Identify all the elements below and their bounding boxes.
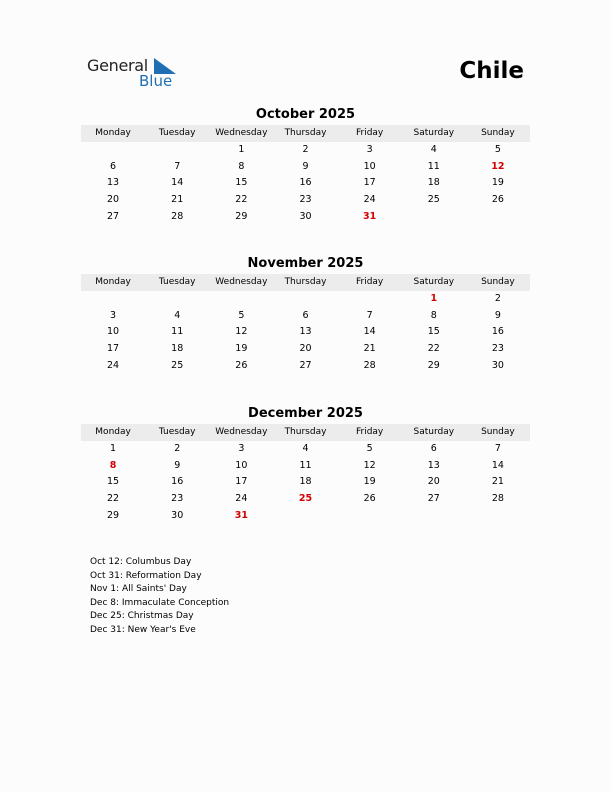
weekday-label: Wednesday — [215, 427, 268, 437]
day-cell: 11 — [171, 326, 184, 338]
weekday-label: Wednesday — [215, 128, 268, 138]
day-cell: 27 — [107, 210, 120, 222]
day-cell — [338, 291, 402, 308]
day-cell: 5 — [366, 443, 373, 454]
weekday-label: Monday — [95, 128, 131, 138]
weekday-label: Friday — [355, 128, 384, 138]
day-cell: 28 — [171, 210, 184, 222]
holiday-list — [90, 556, 229, 637]
day-cell: 2 — [302, 144, 309, 155]
weekday-label: Sunday — [481, 427, 515, 437]
day-cell: 4 — [430, 144, 437, 155]
week-row — [81, 458, 530, 475]
day-cell: 12 — [363, 459, 376, 471]
holiday-item: Oct 12: Columbus Day — [90, 557, 192, 567]
weekday-label: Tuesday — [158, 277, 196, 287]
weekday-header — [81, 424, 530, 441]
week-row — [81, 175, 530, 192]
day-cell: 14 — [363, 326, 376, 338]
weekday-label: Monday — [95, 277, 131, 287]
weekday-label: Wednesday — [215, 277, 268, 287]
day-cell: 6 — [430, 443, 437, 454]
day-cell: 9 — [302, 160, 309, 172]
day-cell: 24 — [235, 493, 248, 505]
holiday-item: Dec 31: New Year's Eve — [90, 624, 196, 635]
week-row — [81, 491, 530, 508]
day-cell: 17 — [107, 343, 120, 355]
day-cell — [466, 508, 530, 525]
day-cell: 20 — [427, 476, 440, 488]
day-cell: 26 — [235, 359, 248, 371]
weekday-header — [81, 125, 530, 142]
day-cell: 22 — [427, 343, 440, 355]
day-cell: 29 — [107, 509, 120, 521]
week-row — [81, 341, 530, 358]
weekday-label: Thursday — [284, 128, 327, 138]
day-cell: 25 — [298, 493, 313, 505]
day-cell: 27 — [299, 359, 312, 371]
weekday-label: Thursday — [284, 427, 327, 437]
day-cell: 16 — [171, 476, 184, 488]
week-row — [81, 441, 530, 458]
day-cell: 10 — [235, 459, 248, 471]
day-cell: 9 — [494, 309, 501, 321]
day-cell: 2 — [494, 293, 501, 304]
weekday-label: Monday — [95, 427, 131, 437]
day-cell — [145, 142, 209, 159]
month-december — [81, 405, 530, 524]
holiday-item: Dec 8: Immaculate Conception — [90, 597, 230, 608]
month-title: November 2025 — [247, 256, 364, 271]
holiday-item: Dec 25: Christmas Day — [90, 611, 194, 621]
day-cell: 26 — [363, 493, 376, 505]
holiday-item: Nov 1: All Saints' Day — [90, 584, 187, 594]
weekday-label: Sunday — [481, 128, 515, 138]
day-cell: 21 — [491, 476, 504, 488]
day-cell: 6 — [302, 309, 309, 321]
day-cell: 30 — [491, 359, 504, 371]
weekday-header — [81, 274, 530, 291]
day-cell: 7 — [494, 443, 501, 454]
day-cell: 23 — [299, 194, 312, 206]
day-cell: 14 — [171, 177, 184, 189]
day-cell: 30 — [171, 509, 184, 521]
week-row — [81, 474, 530, 491]
day-cell: 4 — [302, 443, 309, 454]
day-cell: 29 — [235, 210, 248, 222]
day-cell — [466, 209, 530, 226]
day-cell: 8 — [109, 459, 117, 471]
week-row — [81, 358, 530, 375]
day-cell — [338, 508, 402, 525]
weekday-label: Tuesday — [158, 128, 196, 138]
week-row — [81, 324, 530, 341]
day-cell: 2 — [174, 443, 181, 454]
day-cell — [402, 508, 466, 525]
day-cell: 1 — [430, 293, 438, 304]
logo — [87, 56, 187, 92]
day-cell: 31 — [234, 509, 248, 521]
day-cell — [81, 291, 145, 308]
day-cell: 19 — [491, 177, 504, 189]
day-cell — [209, 291, 273, 308]
day-cell: 24 — [363, 194, 376, 206]
day-cell: 18 — [427, 177, 440, 189]
day-cell: 18 — [171, 343, 184, 355]
month-title: October 2025 — [255, 107, 356, 122]
logo-general-text: General — [87, 56, 148, 75]
month-title: December 2025 — [248, 406, 363, 421]
weekday-label: Saturday — [413, 128, 455, 138]
week-row — [81, 508, 530, 525]
day-cell: 4 — [174, 309, 181, 321]
logo-blue-text: Blue — [139, 72, 173, 90]
day-cell: 20 — [299, 343, 312, 355]
day-cell: 10 — [107, 326, 120, 338]
day-cell: 8 — [430, 309, 437, 321]
day-cell: 29 — [427, 359, 440, 371]
weekday-label: Saturday — [413, 277, 455, 287]
day-cell: 5 — [238, 309, 245, 321]
day-cell: 23 — [171, 493, 184, 505]
day-cell — [273, 508, 337, 525]
day-cell: 19 — [363, 476, 376, 488]
day-cell: 13 — [107, 177, 120, 189]
weekday-label: Saturday — [413, 427, 455, 437]
weekday-label: Thursday — [284, 277, 327, 287]
week-row — [81, 291, 530, 308]
month-october — [81, 106, 530, 225]
day-cell: 15 — [107, 476, 120, 488]
week-row — [81, 192, 530, 209]
day-cell: 12 — [235, 326, 248, 338]
day-cell: 13 — [427, 459, 440, 471]
day-cell: 9 — [174, 459, 181, 471]
day-cell: 18 — [299, 476, 312, 488]
day-cell — [81, 142, 145, 159]
day-cell: 11 — [427, 160, 440, 172]
day-cell: 15 — [235, 177, 248, 189]
day-cell — [273, 291, 337, 308]
day-cell — [145, 291, 209, 308]
day-cell: 5 — [494, 144, 501, 155]
day-cell: 6 — [110, 160, 117, 172]
day-cell: 15 — [427, 326, 440, 338]
day-cell: 19 — [235, 343, 248, 355]
day-cell: 3 — [238, 443, 245, 454]
weekday-label: Sunday — [481, 277, 515, 287]
day-cell: 10 — [363, 160, 376, 172]
day-cell — [402, 209, 466, 226]
weekday-label: Friday — [355, 427, 384, 437]
day-cell: 3 — [110, 309, 117, 321]
day-cell: 27 — [427, 493, 440, 505]
day-cell: 26 — [491, 194, 504, 206]
day-cell: 28 — [491, 493, 504, 505]
day-cell: 30 — [299, 210, 312, 222]
day-cell: 8 — [238, 160, 245, 172]
day-cell: 7 — [366, 309, 373, 321]
day-cell: 24 — [107, 359, 120, 371]
day-cell: 17 — [235, 476, 248, 488]
holiday-item: Oct 31: Reformation Day — [90, 570, 202, 581]
week-row — [81, 159, 530, 176]
week-row — [81, 209, 530, 226]
day-cell: 21 — [363, 343, 376, 355]
day-cell: 31 — [363, 210, 377, 222]
day-cell: 17 — [363, 177, 376, 189]
weekday-label: Tuesday — [158, 427, 196, 437]
day-cell: 21 — [171, 194, 184, 206]
day-cell: 25 — [171, 359, 184, 371]
weekday-label: Friday — [355, 277, 384, 287]
day-cell: 7 — [174, 160, 181, 172]
day-cell: 22 — [235, 194, 248, 206]
day-cell: 28 — [363, 359, 376, 371]
day-cell: 23 — [491, 343, 504, 355]
day-cell: 11 — [299, 459, 312, 471]
day-cell: 1 — [238, 144, 245, 155]
country-title: Chile — [459, 58, 524, 84]
day-cell: 22 — [107, 493, 120, 505]
day-cell: 25 — [427, 194, 440, 206]
day-cell: 3 — [366, 144, 373, 155]
week-row — [81, 308, 530, 325]
day-cell: 16 — [299, 177, 312, 189]
day-cell: 20 — [107, 194, 120, 206]
day-cell: 1 — [110, 443, 117, 454]
day-cell: 13 — [299, 326, 312, 338]
day-cell: 12 — [491, 160, 505, 172]
day-cell: 16 — [491, 326, 504, 338]
day-cell: 14 — [491, 459, 504, 471]
week-row — [81, 142, 530, 159]
month-november — [81, 255, 530, 374]
